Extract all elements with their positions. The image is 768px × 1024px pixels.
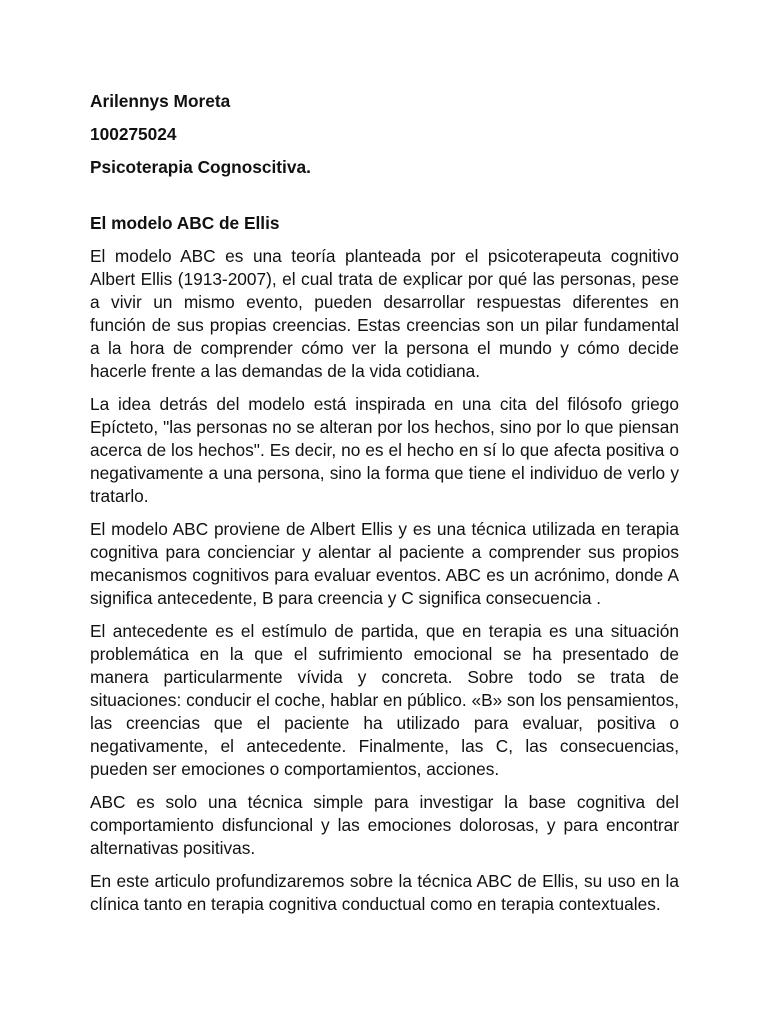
document-page [90,90,679,926]
paragraph-5: ABC es solo una técnica simple para investigar la base cognitiva del comportamiento disfuncional y las emociones dolorosas, y para encontrar alternativas positivas. [90,792,679,858]
author-name: Arilennys Moreta [90,91,231,111]
paragraph-6: En este articulo profundizaremos sobre la técnica ABC de Ellis, su uso en la clínica tanto en terapia cognitiva conductual como en terapia contextuales. [90,871,679,914]
section-title: El modelo ABC de Ellis [90,213,280,233]
student-id: 100275024 [90,124,177,144]
paragraph-3: El modelo ABC proviene de Albert Ellis y es una técnica utilizada en terapia cognitiva para concienciar y alentar al paciente a comprender sus propios mecanismos cognitivos para evaluar eventos. ABC es un acrónimo, donde A significa antecedente, B para creencia y C significa consecuencia . [90,519,679,608]
paragraph-4: El antecedente es el estímulo de partida, que en terapia es una situación problemática en la que el sufrimiento emocional se ha presentado de manera particularmente vívida y concreta. Sobre todo se trata de situaciones: conducir el coche, hablar en público. «B» son los pensamientos, las creencias que el paciente ha utilizado para evaluar, positiva o negativamente, el antecedente. Finalmente, las C, las consecuencias, pueden ser emociones o comportamientos, acciones. [90,621,679,779]
paragraph-1: El modelo ABC es una teoría planteada por el psicoterapeuta cognitivo Albert Ellis (1913-2007), el cual trata de explicar por qué las personas, pese a vivir un mismo evento, pueden desarrollar respuestas diferentes en función de sus propias creencias. Estas creencias son un pilar fundamental a la hora de comprender cómo ver la persona el mundo y cómo decide hacerle frente a las demandas de la vida cotidiana. [90,246,679,381]
paragraph-2: La idea detrás del modelo está inspirada en una cita del filósofo griego Epícteto, "las personas no se alteran por los hechos, sino por lo que piensan acerca de los hechos". Es decir, no es el hecho en sí lo que afecta positiva o negativamente a una persona, sino la forma que tiene el individuo de verlo y tratarlo. [90,394,679,506]
course-title: Psicoterapia Cognoscitiva. [90,157,311,177]
